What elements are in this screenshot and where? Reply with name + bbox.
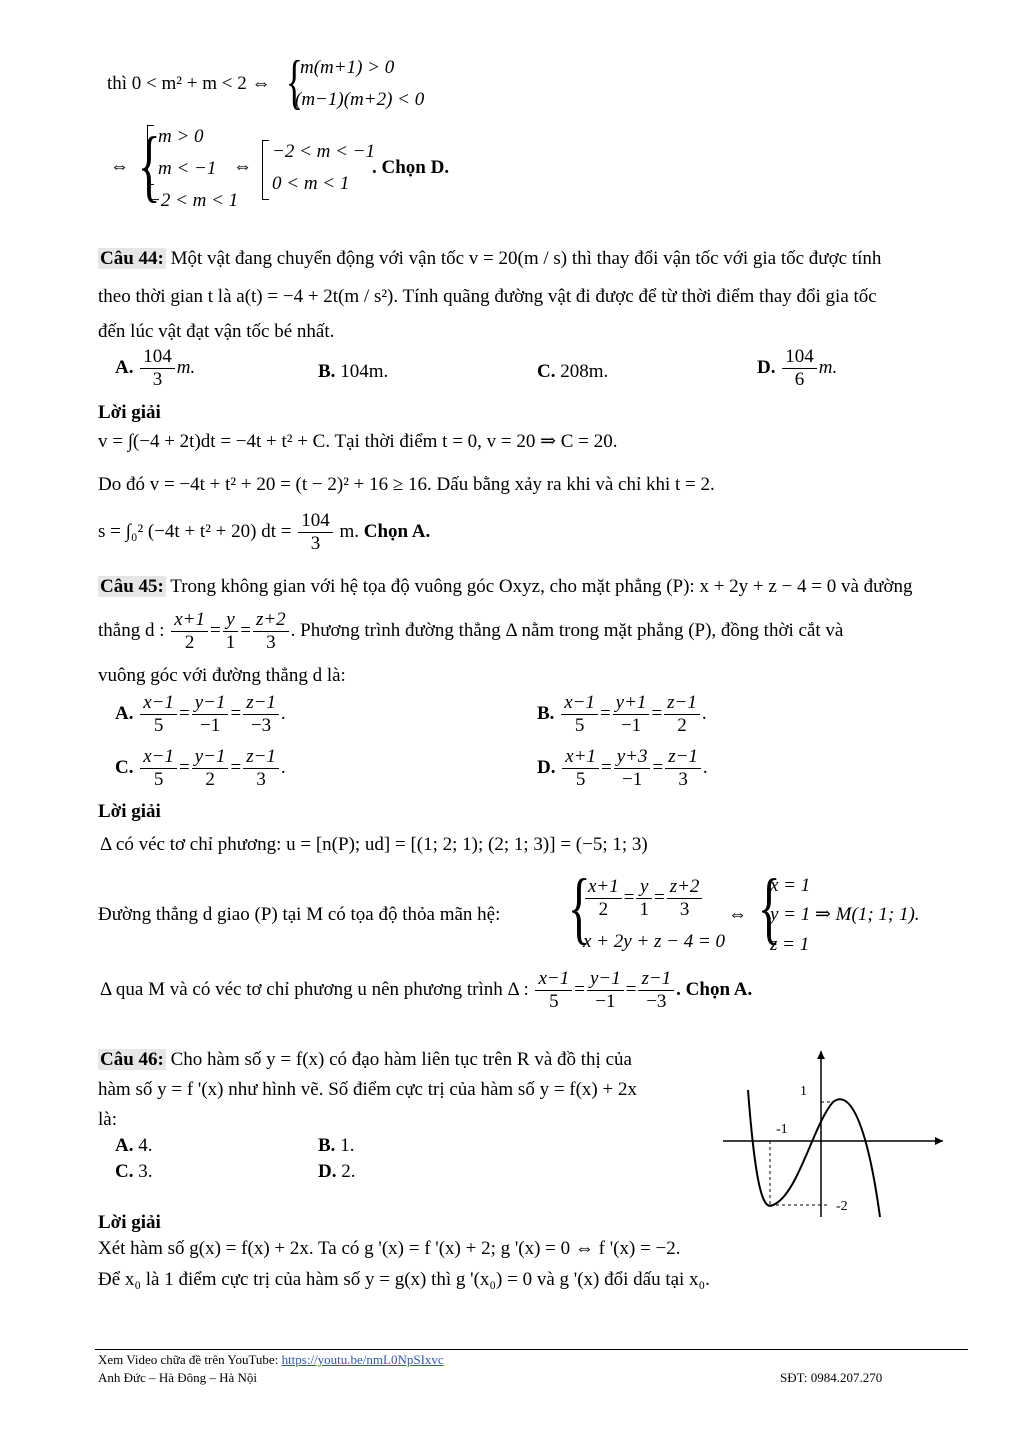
frac-den: −3 bbox=[250, 715, 272, 736]
frac-num: z+2 bbox=[253, 609, 289, 632]
q44-line-1 bbox=[98, 247, 881, 271]
q44-option-a bbox=[115, 346, 195, 391]
frac-num: y−1 bbox=[192, 692, 229, 715]
q45-solution-3: Δ qua M và có véc tơ chỉ phương u nên phương trình Δ : $\frac{x-1}{5}$ = $\frac{y-1}{-1}$ = $\frac{z-1}{-3}$ . Chọn A. bbox=[100, 968, 753, 1012]
frac-den: 2 bbox=[205, 769, 215, 790]
q46-solution-label: Lời giải bbox=[98, 1212, 161, 1233]
frac-den: 3 bbox=[310, 533, 321, 554]
option-value: 4. bbox=[138, 1135, 153, 1156]
frac-den: −1 bbox=[595, 991, 616, 1012]
q45-line-1 bbox=[98, 575, 913, 599]
result-brace: { bbox=[757, 864, 781, 952]
frac-num: 104 bbox=[782, 346, 817, 369]
system-line-1: m(m+1) > 0 bbox=[300, 57, 395, 78]
frac-den: −1 bbox=[620, 715, 642, 736]
frac-den: 5 bbox=[575, 769, 586, 790]
frac-num: y+1 bbox=[613, 692, 650, 715]
frac-den: 5 bbox=[153, 769, 164, 790]
q46-text-1: Cho hàm số y = f(x) có đạo hàm liên tục trên R và đồ thị của bbox=[170, 1049, 632, 1070]
y-axis-arrow bbox=[817, 1051, 825, 1059]
q44-text-3: đến lúc vật đạt vận tốc bé nhất. bbox=[98, 321, 335, 342]
frac-num: x−1 bbox=[140, 692, 177, 715]
option-label: A. bbox=[115, 702, 134, 724]
frac-num: z+2 bbox=[667, 876, 703, 899]
option-label: D. bbox=[757, 356, 776, 378]
option-value: 1. bbox=[340, 1135, 355, 1156]
q45-option-d: D. $\frac{x+1}{5}$ = $\frac{y+3}{-1}$ = $\frac{z-1}{3}$ . bbox=[537, 746, 708, 790]
frac-num: x−1 bbox=[535, 968, 572, 991]
result-bracket bbox=[262, 140, 269, 200]
frac-den: 3 bbox=[152, 369, 163, 390]
option-label: D. bbox=[537, 756, 556, 778]
frac-den: 1 bbox=[639, 899, 649, 920]
q46-text-2: hàm số y = f '(x) như hình vẽ. Số điểm cực trị của hàm số y = f(x) + 2x bbox=[98, 1079, 637, 1100]
frac-den: −1 bbox=[621, 769, 643, 790]
q46-option-a bbox=[115, 1134, 152, 1158]
frac-den: 3 bbox=[678, 769, 688, 790]
option-label: B. bbox=[318, 361, 336, 382]
frac-num: y+3 bbox=[614, 746, 651, 769]
q46-solution-1: Xét hàm số g(x) = f(x) + 2x. Ta có g '(x) = f '(x) + 2; g '(x) = 0 ⇔ f '(x) = −2. bbox=[98, 1238, 681, 1259]
footer-phone: SĐT: 0984.207.270 bbox=[780, 1370, 883, 1385]
equiv-symbol-3: ⇔ bbox=[728, 904, 747, 925]
system-fractions: $\frac{x+1}{2}$ = $\frac{y}{1}$ = $\frac{z+2}{3}$ bbox=[583, 876, 704, 921]
q46-solution-2: Để x₀ là 1 điểm cực trị của hàm số y = g(x) thì g '(x₀) = 0 và g '(x) đổi dấu tại x₀. bbox=[98, 1269, 710, 1290]
x-axis-arrow bbox=[935, 1137, 943, 1145]
q45-option-b: B. $\frac{x-1}{5}$ = $\frac{y+1}{-1}$ = $\frac{z-1}{2}$ . bbox=[537, 692, 707, 736]
frac-num: x+1 bbox=[562, 746, 599, 769]
label-x-minus1: -1 bbox=[776, 1122, 788, 1137]
sys-z: z = 1 bbox=[770, 934, 810, 955]
frac-den: 3 bbox=[679, 899, 690, 920]
derivative-curve bbox=[748, 1090, 880, 1217]
cases-brace: { bbox=[137, 122, 161, 210]
unit: m. bbox=[818, 356, 838, 378]
equiv-symbol-2: ⇔ bbox=[233, 156, 252, 177]
footer-video bbox=[98, 1352, 444, 1368]
intro-inequality: thì 0 < m² + m < 2 ⇔ bbox=[107, 73, 271, 94]
frac-den: −3 bbox=[646, 991, 667, 1012]
footer-rule bbox=[95, 1349, 968, 1350]
option-label: A. bbox=[115, 356, 134, 378]
q46-option-b bbox=[318, 1134, 354, 1158]
integral-expr: s = ∫₀² (−4t + t² + 20) dt = bbox=[98, 520, 292, 542]
q45-solution-1: Δ có véc tơ chỉ phương: u = [n(P); ud] = [(1; 2; 1); (2; 1; 3)] = (−5; 1; 3) bbox=[100, 834, 648, 855]
frac-num: 104 bbox=[140, 346, 175, 369]
q45-text-2b: . Phương trình đường thẳng Δ nằm trong mặt phẳng (P), đồng thời cắt và bbox=[290, 619, 844, 641]
frac-den: 2 bbox=[598, 899, 609, 920]
equiv-symbol: ⇔ bbox=[110, 156, 129, 177]
label-y-1: 1 bbox=[800, 1084, 807, 1099]
q45-option-c: C. $\frac{x-1}{5}$ = $\frac{y-1}{2}$ = $\frac{z-1}{3}$ . bbox=[115, 746, 286, 790]
q46-option-c bbox=[115, 1160, 152, 1184]
label-y-minus2: -2 bbox=[836, 1199, 848, 1214]
frac-den: 5 bbox=[574, 715, 585, 736]
result-range-1: −2 < m < −1 bbox=[272, 141, 376, 162]
frac-den: −1 bbox=[199, 715, 221, 736]
q44-text-1: Một vật đang chuyển động với vận tốc v = 20(m / s) thì thay đổi vận tốc với gia tốc được tính bbox=[170, 248, 882, 269]
frac-num: 104 bbox=[298, 510, 333, 533]
frac-num: z−1 bbox=[243, 746, 279, 769]
frac-num: y−1 bbox=[587, 968, 624, 991]
q46-line-1 bbox=[98, 1048, 632, 1072]
option-label: B. bbox=[537, 702, 555, 724]
option-value: 104m. bbox=[340, 361, 389, 382]
sys-y: y = 1 ⇒ M(1; 1; 1). bbox=[770, 904, 920, 925]
q44-solution-1: v = ∫(−4 + 2t)dt = −4t + t² + C. Tại thời điểm t = 0, v = 20 ⇒ C = 20. bbox=[98, 431, 618, 452]
q44-option-c bbox=[537, 360, 608, 384]
option-value: 2. bbox=[341, 1161, 356, 1182]
frac-num: y bbox=[223, 609, 239, 632]
option-label: C. bbox=[115, 1161, 134, 1182]
frac-num: y bbox=[636, 876, 652, 899]
option-label: D. bbox=[318, 1161, 337, 1182]
unit: m. bbox=[176, 356, 196, 378]
sys-x: x = 1 bbox=[770, 875, 811, 896]
option-label: B. bbox=[318, 1135, 336, 1156]
option-label: C. bbox=[537, 361, 556, 382]
q45-text-3: vuông góc với đường thẳng d là: bbox=[98, 665, 346, 686]
footer-video-text: Xem Video chữa đề trên YouTube: bbox=[98, 1352, 282, 1367]
choose-answer-a: Chọn A. bbox=[363, 520, 431, 542]
q46-label: Câu 46: bbox=[100, 1049, 164, 1070]
option-label: A. bbox=[115, 1135, 134, 1156]
q44-text-2: theo thời gian t là a(t) = −4 + 2t(m / s²). Tính quãng đường vật đi được để từ thời điểm thay đổi gia tốc bbox=[98, 286, 877, 307]
case-m-less-minus1: m < −1 bbox=[158, 158, 217, 179]
frac-den: 5 bbox=[153, 715, 164, 736]
frac-den: 3 bbox=[266, 632, 276, 653]
frac-den: 3 bbox=[256, 769, 266, 790]
q45-text-1: Trong không gian với hệ tọa độ vuông góc Oxyz, cho mặt phẳng (P): x + 2y + z − 4 = 0 và đường bbox=[170, 576, 913, 597]
choose-answer-a: . Chọn A. bbox=[676, 978, 753, 1000]
frac-num: x+1 bbox=[171, 609, 208, 632]
system-line-2: (m−1)(m+2) < 0 bbox=[295, 89, 425, 110]
q45-solution-label: Lời giải bbox=[98, 801, 161, 822]
unit: m. bbox=[339, 520, 359, 542]
result-range-2: 0 < m < 1 bbox=[272, 173, 350, 194]
option-value: 3. bbox=[138, 1161, 153, 1182]
q44-solution-2: Do đó v = −4t + t² + 20 = (t − 2)² + 16 ≥ 16. Dấu bằng xảy ra khi và chỉ khi t = 2. bbox=[98, 474, 715, 495]
case-range: −2 < m < 1 bbox=[148, 190, 239, 211]
q46-text-3: là: bbox=[98, 1109, 117, 1130]
case-m-positive: m > 0 bbox=[158, 126, 204, 147]
frac-num: z−1 bbox=[665, 746, 701, 769]
frac-num: z−1 bbox=[664, 692, 700, 715]
frac-num: z−1 bbox=[243, 692, 279, 715]
frac-num: z−1 bbox=[638, 968, 674, 991]
choose-answer-d: . Chọn D. bbox=[372, 157, 450, 178]
q44-solution-3 bbox=[98, 510, 430, 555]
footer-author: Anh Đức – Hà Đông – Hà Nội bbox=[98, 1370, 258, 1385]
q45-solution-2: Đường thẳng d giao (P) tại M có tọa độ thỏa mãn hệ: bbox=[98, 904, 501, 925]
cases-bracket bbox=[147, 125, 154, 185]
option-value: 208m. bbox=[560, 361, 609, 382]
q44-option-b bbox=[318, 360, 388, 384]
system-brace: { bbox=[567, 864, 591, 952]
q44-solution-label: Lời giải bbox=[98, 402, 161, 423]
frac-den: 2 bbox=[184, 632, 195, 653]
q44-option-d bbox=[757, 346, 837, 391]
youtube-link[interactable]: https://youtu.be/nmL0NpSIxvc bbox=[281, 1352, 444, 1367]
frac-num: x−1 bbox=[140, 746, 177, 769]
frac-num: y−1 bbox=[192, 746, 229, 769]
q45-option-a: A. $\frac{x-1}{5}$ = $\frac{y-1}{-1}$ = $\frac{z-1}{-3}$ . bbox=[115, 692, 286, 736]
frac-den: 6 bbox=[794, 369, 805, 390]
q46-option-d bbox=[318, 1160, 355, 1184]
frac-num: x+1 bbox=[585, 876, 622, 899]
frac-den: 1 bbox=[225, 632, 236, 653]
derivative-graph bbox=[718, 1045, 948, 1225]
option-label: C. bbox=[115, 756, 134, 778]
q45-text-2a: thẳng d : bbox=[98, 619, 165, 641]
q44-label: Câu 44: bbox=[100, 248, 164, 269]
q45-solution-3-text: Δ qua M và có véc tơ chỉ phương u nên phương trình Δ : bbox=[100, 978, 529, 1000]
system-brace: { bbox=[285, 49, 304, 115]
q45-line-2: thẳng d : $\frac{x+1}{2}$ = $\frac{y}{1}$ = $\frac{z+2}{3}$ . Phương trình đường thẳng Δ nằm trong mặt phẳng (P), đồng thời cắt và bbox=[98, 609, 844, 653]
system-plane-equation: x + 2y + z − 4 = 0 bbox=[583, 931, 726, 952]
q45-label: Câu 45: bbox=[100, 576, 164, 597]
frac-den: 2 bbox=[677, 715, 687, 736]
frac-den: 5 bbox=[549, 991, 559, 1012]
frac-num: x−1 bbox=[561, 692, 598, 715]
